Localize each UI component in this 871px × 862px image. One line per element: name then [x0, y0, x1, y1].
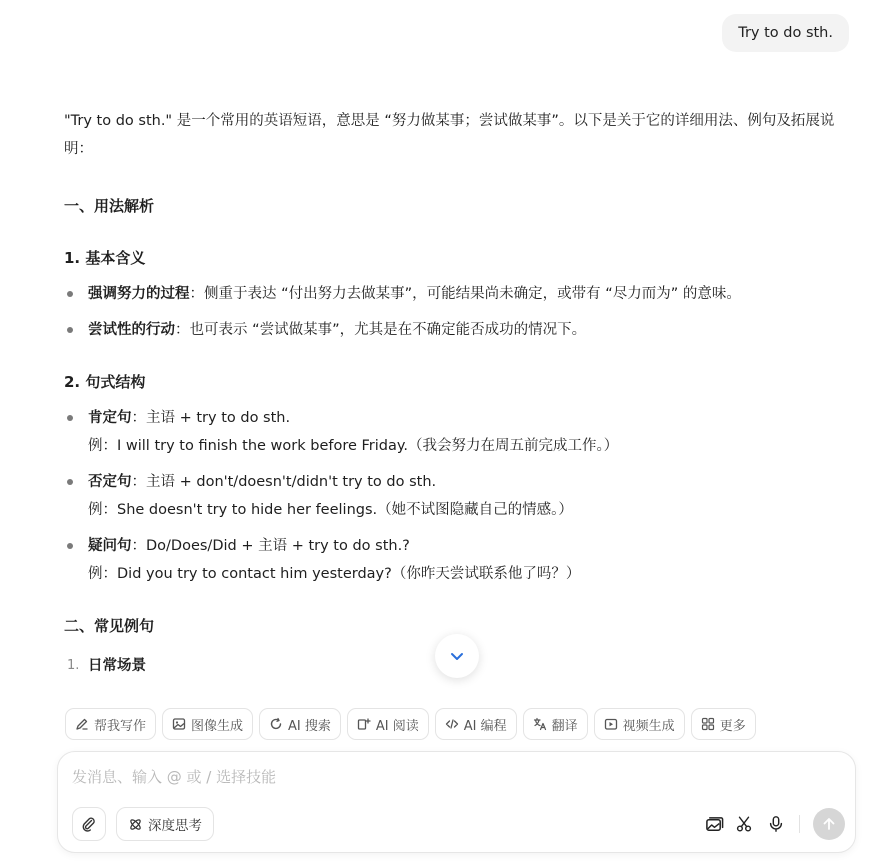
- structure-term: 肯定句: [88, 410, 132, 426]
- meaning-item: [64, 316, 854, 344]
- skill-label: 视频生成: [622, 718, 675, 734]
- structure-text: ：主语 + don't/doesn't/didn't try to do sth.: [131, 474, 437, 490]
- structure-term: 否定句: [88, 474, 132, 490]
- attach-button[interactable]: [72, 807, 106, 841]
- skill-label: 翻译: [551, 718, 578, 734]
- user-message-bubble: [722, 14, 849, 52]
- scissors-icon: [735, 815, 753, 833]
- skill-label: AI 编程: [463, 718, 507, 734]
- list-item-label: 日常场景: [88, 658, 146, 674]
- structure-item: [64, 404, 854, 460]
- bullet-dot: [67, 291, 73, 297]
- skill-coding-button[interactable]: [435, 708, 517, 740]
- skill-image-button[interactable]: [162, 708, 253, 740]
- meaning-text: ：也可表示 “尝试做某事”，尤其是在不确定能否成功的情况下。: [175, 322, 587, 338]
- structure-example: 例：She doesn't try to hide her feelings.（她不试图隐藏自己的情感。）: [88, 502, 573, 518]
- skill-label: AI 阅读: [375, 718, 419, 734]
- translate-icon: [533, 717, 547, 731]
- structure-item: [64, 532, 854, 588]
- video-icon: [604, 717, 618, 731]
- skill-label: 更多: [719, 718, 746, 734]
- structure-text: ：Do/Does/Did + 主语 + try to do sth.?: [131, 538, 410, 554]
- send-button[interactable]: [813, 808, 845, 840]
- message-composer: [57, 751, 856, 853]
- screenshot-cut-button[interactable]: [732, 812, 756, 836]
- arrow-up-icon: [821, 816, 837, 832]
- skill-label: 图像生成: [191, 718, 244, 734]
- structure-text: ：主语 + try to do sth.: [131, 410, 291, 426]
- skill-reading-button[interactable]: [347, 708, 429, 740]
- meaning-text: ：侧重于表达 “付出努力去做某事”，可能结果尚未确定，或带有 “尽力而为” 的意味。: [189, 286, 741, 302]
- skill-label: 帮我写作: [94, 718, 147, 734]
- microphone-icon: [767, 815, 785, 833]
- user-message-text: Try to do sth.: [738, 25, 833, 41]
- skill-search-button[interactable]: [259, 708, 341, 740]
- reader-icon: [357, 717, 371, 731]
- meaning-item: [64, 280, 854, 308]
- search-refresh-icon: [269, 717, 283, 731]
- skill-label: AI 搜索: [288, 718, 331, 734]
- structure-example: 例：I will try to finish the work before Friday.（我会努力在周五前完成工作。）: [88, 438, 619, 454]
- voice-input-button[interactable]: [764, 812, 788, 836]
- skill-more-button[interactable]: [691, 708, 756, 740]
- chevron-down-icon: [449, 648, 465, 664]
- gallery-icon: [705, 815, 724, 834]
- skill-translate-button[interactable]: [523, 708, 588, 740]
- subheading-structure: 2. 句式结构: [64, 373, 146, 391]
- deep-think-label: 深度思考: [148, 818, 202, 834]
- content-fade: [0, 688, 871, 708]
- bullet-dot: [67, 415, 73, 421]
- bullet-dot: [67, 327, 73, 333]
- paperclip-icon: [81, 816, 97, 832]
- section-heading-usage: 一、用法解析: [64, 197, 155, 215]
- skill-writing-button[interactable]: [65, 708, 156, 740]
- bullet-dot: [67, 543, 73, 549]
- pen-icon: [75, 717, 89, 731]
- assistant-answer: [64, 107, 854, 680]
- toolbar-divider: [799, 815, 800, 833]
- meaning-term: 强调努力的过程: [88, 286, 190, 302]
- scroll-to-bottom-button[interactable]: [435, 634, 479, 678]
- structure-term: 疑问句: [88, 538, 132, 554]
- atom-icon: [128, 817, 143, 832]
- skill-bar: [65, 708, 756, 740]
- image-upload-button[interactable]: [702, 812, 726, 836]
- message-input[interactable]: [72, 768, 832, 786]
- meaning-term: 尝试性的行动: [88, 322, 175, 338]
- section-heading-examples: 二、常见例句: [64, 617, 155, 635]
- deep-think-button[interactable]: [116, 807, 214, 841]
- structure-example: 例：Did you try to contact him yesterday?（你昨天尝试联系他了吗？）: [88, 566, 581, 582]
- list-number: 1.: [67, 658, 80, 673]
- grid-icon: [701, 717, 715, 731]
- bullet-dot: [67, 479, 73, 485]
- subheading-meaning: 1. 基本含义: [64, 249, 146, 267]
- structure-item: [64, 468, 854, 524]
- answer-intro: "Try to do sth." 是一个常用的英语短语，意思是 “努力做某事；尝试做某事”。以下是关于它的详细用法、例句及拓展说明：: [64, 113, 835, 157]
- code-icon: [445, 717, 459, 731]
- image-icon: [172, 717, 186, 731]
- skill-video-button[interactable]: [594, 708, 685, 740]
